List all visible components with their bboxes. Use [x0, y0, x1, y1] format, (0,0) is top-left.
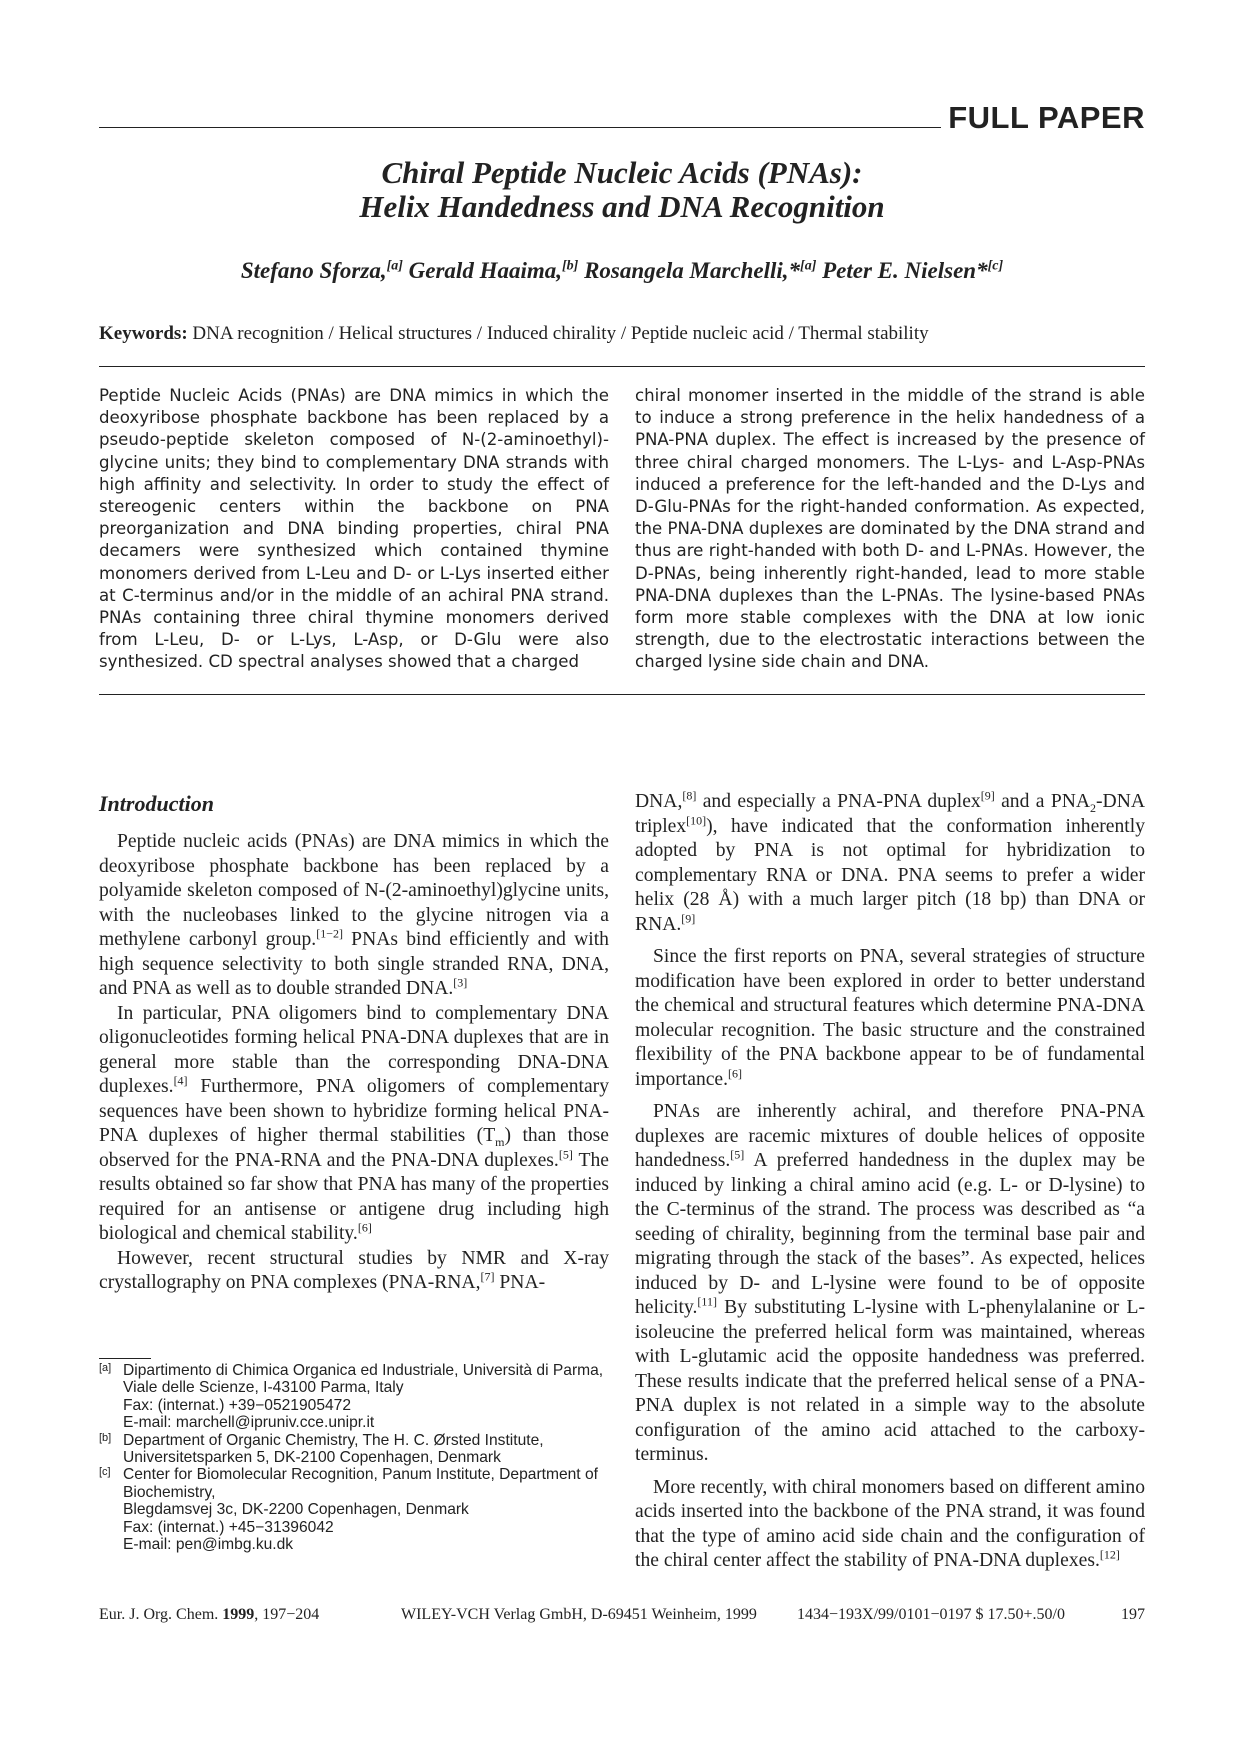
footnote-mark: [c] [99, 1466, 111, 1479]
header-rule [99, 127, 941, 128]
author-affiliation: [a] [386, 258, 403, 274]
citation: [1−2] [316, 926, 343, 941]
abstract-left-column: Peptide Nucleic Acids (PNAs) are DNA mimics in which the deoxyribose phosphate backbone has been replaced by a pseudo-peptide skeleton composed of N-(2-aminoethyl)-glycine units; they bind to complementary DNA strands with high affinity and selectivity. In order to study the effect of stereogenic centers within the backbone on PNA preorganization and DNA binding properties, chiral PNA decamers were synthesized which contained thymine monomers derived from L-Leu and D- or L-Lys inserted either at C-terminus and/or in the middle of an achiral PNA strand. PNAs containing three chiral thymine monomers derived from L-Leu, D- or L-Lys, L-Asp, or D-Glu were also synthesized. CD spectral analyses showed that a charged [99, 386, 609, 672]
citation: [7] [480, 1269, 495, 1284]
citation: [11] [697, 1294, 717, 1309]
paragraph: DNA,[8] and especially a PNA-PNA duplex[9] and a $PNA_2$-DNA triplex[10]), have indicated that the conformation inherently adopted by PNA is not optimal for hybridization to complementary RNA or DNA. PNA seems to prefer a wider helix (28 Å) with a much larger pitch (18 bp) than DNA or RNA.[9] [635, 788, 1146, 935]
author-list [99, 258, 1145, 284]
abstract-top-rule [99, 366, 1145, 367]
footnote-rule [99, 1358, 151, 1359]
footnote: [c] Center for Biomolecular Recognition, Panum Institute, Department of Biochemistry, Blegdamsvej 3c, DK-2200 Copenhagen, Denmark Fax: (internat.) +45−31396042 E-mail: pen@imbg.ku.dk [99, 1466, 598, 1554]
author-name: Stefano Sforza, [240, 258, 387, 283]
citation: [8] [682, 788, 697, 803]
article-title [99, 156, 1145, 224]
paragraph: More recently, with chiral monomers based on different amino acids inserted into the backbone of the PNA strand, it was found that the type of amino acid side chain and the configuration of the chiral center affect the stability of PNA-DNA duplexes.[12] [635, 1476, 1145, 1571]
section-heading-introduction: Introduction [99, 791, 214, 816]
footnote: [b] Department of Organic Chemistry, The H. C. Ørsted Institute, Universitetsparken 5, DK-2100 Copenhagen, Denmark [99, 1431, 544, 1467]
footer-issn: 1434−193X/99/0101−0197 $ 17.50+.50/0 [797, 1606, 1065, 1623]
footer-citation: Eur. J. Org. Chem. 1999, 197−204 [99, 1606, 320, 1623]
author-affiliation: [b] [562, 258, 579, 274]
title-line-1: Chiral Peptide Nucleic Acids (PNAs): [381, 155, 863, 190]
paragraph: In particular, PNA oligomers bind to complementary DNA oligonucleotides forming helical PNA-DNA duplexes that are in general more stable than the corresponding DNA-DNA duplexes.[4] Furthermore, PNA oligomers of complementary sequences have been shown to hybridize forming helical PNA-PNA duplexes of higher thermal stabilities $(T_m)$ than those observed for the PNA-RNA and the PNA-DNA duplexes.[5] The results obtained so far show that PNA has many of the properties required for an antisense or antigene drug including high biological and chemical stability.[6] [99, 1002, 609, 1244]
header-label: FULL PAPER [948, 100, 1145, 135]
keywords-text: DNA recognition / Helical structures / Induced chirality / Peptide nucleic acid / Thermal stability [192, 323, 929, 344]
paragraph: Peptide nucleic acids (PNAs) are DNA mimics in which the deoxyribose phosphate backbone has been replaced by a polyamide skeleton composed of N-(2-aminoethyl)glycine units, with the nucleobases linked to the glycine nitrogen via a methylene carbonyl group.[1−2] PNAs bind efficiently and with high sequence selectivity to both single stranded RNA, DNA, and PNA as well as to double stranded DNA.[3] [99, 831, 609, 999]
author-name: Rosangela Marchelli,* [584, 258, 801, 283]
keywords-label: Keywords: [99, 323, 188, 344]
citation: [6] [357, 1220, 372, 1235]
citation: [10] [686, 812, 707, 827]
footer-publisher: WILEY-VCH Verlag GmbH, D-69451 Weinheim, 1999 [401, 1606, 757, 1623]
author-name: Gerald Haaima, [408, 258, 562, 283]
citation: [5] [730, 1147, 745, 1162]
body-left-column [99, 830, 609, 1296]
citation: [4] [173, 1073, 188, 1088]
citation: [5] [558, 1146, 573, 1161]
abstract-right-column: chiral monomer inserted in the middle of the strand is able to induce a strong preference in the helix handedness of a PNA-PNA duplex. The effect is increased by the presence of three chiral charged monomers. The L-Lys- and L-Asp-PNAs induced a preference for the left-handed and the D-Lys and D-Glu-PNAs for the right-handed conformation. As expected, the PNA-DNA duplexes are dominated by the DNA strand and thus are right-handed with both D- and L-PNAs. However, the D-PNAs, being inherently right-handed, lead to more stable PNA-DNA duplexes than the L-PNAs. The lysine-based PNAs form more stable complexes with the DNA at low ionic strength, due to the electrostatic interactions between the charged lysine side chain and DNA. [635, 386, 1145, 672]
paragraph: Since the first reports on PNA, several strategies of structure modification have been explored in order to better understand the chemical and structural features which determine PNA-DNA molecular recognition. The basic structure and the constrained flexibility of the PNA backbone appear to be of fundamental importance.[6] [635, 946, 1145, 1090]
abstract-bottom-rule [99, 694, 1145, 695]
affiliation-footnotes [99, 1362, 609, 1553]
keywords [99, 323, 929, 345]
author-name: Peter E. Nielsen* [822, 258, 988, 283]
paragraph: PNAs are inherently achiral, and therefore PNA-PNA duplexes are racemic mixtures of double helices of opposite handedness.[5] A preferred handedness in the duplex may be induced by linking a chiral amino acid (e.g. L- or D-lysine) to the C-terminus of the strand. The process was described as “a seeding of chirality, beginning from the terminal base pair and migrating through the stack of the bases”. As expected, helices induced by D- and L-lysine were found to be of opposite helicity.[11] By substituting L-lysine with L-phenylalanine or L-isoleucine the preferred helical form was maintained, whereas with L-glutamic acid the opposite handedness was preferred. These results indicate that the preferred helical sense of a PNA-PNA duplex is not related in a simple way to the absolute configuration of the amino acid attached to the carboxy-terminus. [635, 1101, 1145, 1465]
footnote-mark: [a] [99, 1362, 112, 1374]
citation: [6] [728, 1065, 743, 1080]
citation: [9] [980, 788, 995, 803]
body-right-column [635, 790, 1145, 1574]
footnote: [a] Dipartimento di Chimica Organica ed Industriale, Università di Parma, Viale delle Scienze, I-43100 Parma, Italy Fax: (internat.) +39−0521905472 E-mail: marchell@ipruniv.cce.unipr.it [99, 1362, 604, 1432]
citation: [3] [453, 975, 468, 990]
citation: [12] [1099, 1547, 1120, 1562]
paragraph: However, recent structural studies by NMR and X-ray crystallography on PNA complexes (PNA-RNA,[7] PNA- [99, 1247, 609, 1293]
author-affiliation: [a] [800, 258, 817, 274]
footnote-mark: [b] [99, 1431, 112, 1444]
citation: [9] [681, 910, 696, 925]
title-line-2: Helix Handedness and DNA Recognition [359, 189, 885, 224]
author-affiliation: [c] [987, 258, 1004, 274]
page-number: 197 [1121, 1606, 1145, 1623]
